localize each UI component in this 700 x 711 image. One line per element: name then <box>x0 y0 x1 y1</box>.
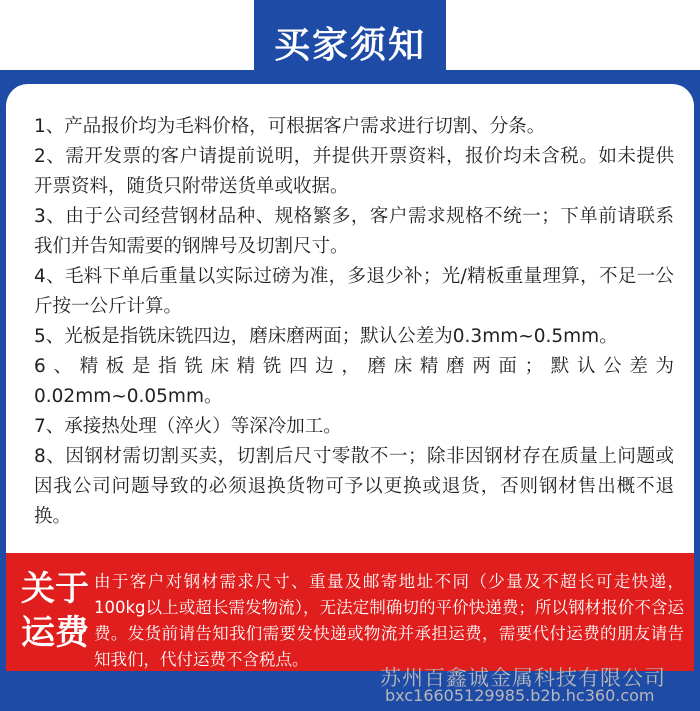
page-title: 买家须知 <box>273 24 426 66</box>
shipping-heading <box>18 567 92 655</box>
notice-item-4: 4、毛料下单后重量以实际过磅为准，多退少补；光/精板重量理算，不足一公斤按一公斤计算。 <box>34 266 674 317</box>
notice-item-8: 8、因钢材需切割买卖，切割后尺寸零散不一；除非因钢材存在质量上问题或因我公司问题导致的必须退换货物可予以更换或退货，否则钢材售出概不退换。 <box>34 446 674 527</box>
title-tab <box>254 0 446 84</box>
notice-item-3: 3、由于公司经营钢材品种、规格繁多，客户需求规格不统一；下单前请联系我们并告知需要的钢牌号及切割尺寸。 <box>34 206 674 257</box>
notice-item-6: 6、精板是指铣床精铣四边，磨床精磨两面；默认公差为0.02mm~0.05mm。 <box>34 356 674 407</box>
notice-item-5: 5、光板是指铣床铣四边，磨床磨两面；默认公差为0.3mm~0.5mm。 <box>34 326 618 347</box>
notice-list <box>34 112 674 532</box>
notice-item-2: 2、需开发票的客户请提前说明，并提供开票资料，报价均未含税。如未提供开票资料，随货只附带送货单或收据。 <box>34 146 674 197</box>
shipping-text: 由于客户对钢材需求尺寸、重量及邮寄地址不同（少量及不超长可走快递，100kg以上或超长需发物流），无法定制确切的平价快递费；所以钢材报价不含运费。发货前请告知我们需要发快递或物流并承担运费，需要代付运费的朋友请告知我们，代付运费不含税点。 <box>94 572 684 669</box>
footer-company-watermark: 苏州百鑫诚金属科技有限公司 <box>380 666 666 690</box>
notice-item-1: 1、产品报价均为毛料价格，可根据客户需求进行切割、分条。 <box>34 116 546 137</box>
notice-item-7: 7、承接热处理（淬火）等深冷加工。 <box>34 416 342 437</box>
shipping-heading-line2: 运费 <box>21 613 89 653</box>
shipping-band <box>6 553 694 671</box>
shipping-heading-line1: 关于 <box>21 569 89 609</box>
footer-url-watermark: bxc16605129985.b2b.hc360.com <box>385 686 655 705</box>
